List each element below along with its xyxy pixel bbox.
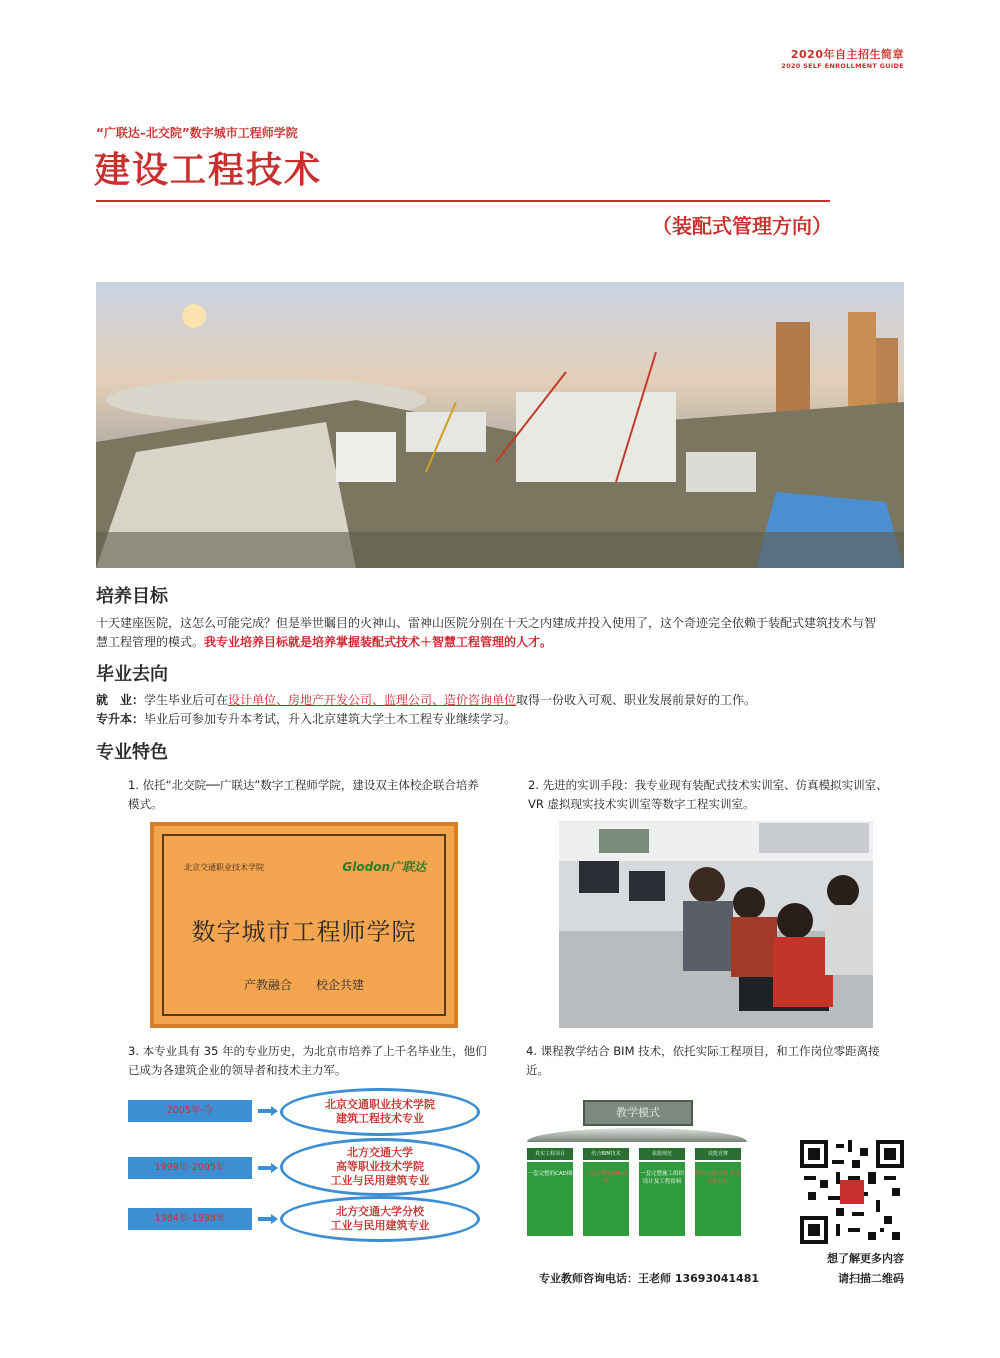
upgrade-label: 专升本： xyxy=(96,712,145,726)
training-lab-photo xyxy=(559,821,873,1028)
qr-note-line2: 请扫描二维码 xyxy=(838,1272,904,1285)
goal-body: 十天建座医院，这怎么可能完成？但是举世瞩目的火神山、雷神山医院分别在十天之内建成并投入使用了，这个奇迹完全依赖于装配式建筑技术与智慧工程管理的模式。 xyxy=(96,616,877,649)
feature-4: 4. 课程教学结合 BIM 技术，依托实际工程项目，和工作岗位零距离接近。 xyxy=(526,1044,880,1077)
major-title: 建设工程技术 xyxy=(94,150,323,191)
timeline-institution xyxy=(280,1088,480,1136)
plaque-brand-logo: Glodon广联达 xyxy=(342,860,426,874)
timeline-institution xyxy=(280,1196,480,1242)
major-direction: （装配式管理方向） xyxy=(652,214,832,238)
title-divider xyxy=(96,200,830,202)
upgrade-text: 毕业后可参加专升本考试，升入北京建筑大学土木工程专业继续学习。 xyxy=(144,712,517,726)
career-job xyxy=(96,691,886,710)
goal-highlight: 我专业培养目标就是培养掌握装配式技术＋智慧工程管理的人才。 xyxy=(204,635,553,649)
job-pre: 学生毕业后可在 xyxy=(144,693,229,707)
job-post: 取得一份收入可观、职业发展前景好的工作。 xyxy=(516,693,757,707)
arrow-right-icon xyxy=(258,1106,278,1116)
plaque-school: 北京交通职业技术学院 xyxy=(184,863,264,872)
timeline-institution xyxy=(280,1138,480,1196)
teaching-col-body: 校内技能竞赛 企业技能认证 xyxy=(695,1162,741,1236)
job-units: 设计单位、房地产开发公司、监理公司、造价咨询单位 xyxy=(228,693,517,707)
teaching-col-body: 一套完整的BIM模型 xyxy=(583,1162,629,1236)
timeline-line: 北京交通职业技术学院 xyxy=(325,1098,435,1111)
teaching-mode-title: 教学模式 xyxy=(583,1100,693,1126)
teaching-mode-bar xyxy=(527,1128,747,1142)
arrow-right-icon xyxy=(258,1214,278,1224)
teaching-col-caption: 真实工程项目 xyxy=(527,1148,573,1160)
arrow-right-icon xyxy=(258,1163,278,1173)
timeline-line: 工业与民用建筑专业 xyxy=(330,1174,430,1187)
career-heading: 毕业去向 xyxy=(96,664,168,685)
guide-title-en: 2020 SELF ENROLLMENT GUIDE xyxy=(781,62,904,70)
timeline-line: 北方交通大学分校 xyxy=(336,1205,424,1218)
contact-info: 专业教师咨询电话：王老师 13693041481 xyxy=(539,1272,760,1285)
teaching-col-caption: 技能竞赛 xyxy=(695,1148,741,1160)
timeline-line: 建筑工程技术专业 xyxy=(336,1112,424,1125)
features-heading: 专业特色 xyxy=(96,742,168,763)
plaque-subtitle: 产教融合 校企共建 xyxy=(243,978,364,992)
goal-heading: 培养目标 xyxy=(96,586,168,607)
timeline-period: 2005年-今 xyxy=(128,1100,252,1122)
career-upgrade xyxy=(96,710,886,729)
teaching-col-caption: 结合BIM技术 xyxy=(583,1148,629,1160)
teaching-col-body: 一套完整施工组织设计及工程资料 xyxy=(639,1162,685,1236)
timeline-period: 1999年-2005年 xyxy=(128,1157,252,1179)
qr-code[interactable] xyxy=(800,1140,904,1244)
college-plaque xyxy=(150,822,458,1028)
goal-text xyxy=(96,614,886,652)
construction-site-photo xyxy=(96,282,904,568)
college-name: “广联达–北交院”数字城市工程师学院 xyxy=(96,126,298,140)
teaching-col-body: 一套完整的CAD图 xyxy=(527,1162,573,1236)
job-label: 就 业： xyxy=(96,693,145,707)
plaque-title: 数字城市工程师学院 xyxy=(191,918,417,946)
timeline-line: 北方交通大学 xyxy=(347,1146,413,1159)
guide-title-cn: 2020年自主招生简章 xyxy=(790,48,904,61)
teaching-mode-diagram xyxy=(527,1100,747,1245)
feature-1: 1. 依托“北交院──广联达”数字工程师学院，建设双主体校企联合培养模式。 xyxy=(128,778,479,811)
feature-2: 2. 先进的实训手段：我专业现有装配式技术实训室、仿真模拟实训室、VR 虚拟现实技术实训室等数字工程实训室。 xyxy=(528,778,888,811)
timeline-line: 高等职业技术学院 xyxy=(336,1160,424,1173)
feature-3: 3. 本专业具有 35 年的专业历史，为北京市培养了上千名毕业生，他们已成为各建筑企业的领导者和技术主力军。 xyxy=(128,1044,487,1077)
timeline-period: 1984年-1998年 xyxy=(128,1208,252,1230)
timeline-line: 工业与民用建筑专业 xyxy=(330,1219,430,1232)
teaching-col-caption: 依据规范 xyxy=(639,1148,685,1160)
qr-note-line1: 想了解更多内容 xyxy=(827,1252,904,1265)
